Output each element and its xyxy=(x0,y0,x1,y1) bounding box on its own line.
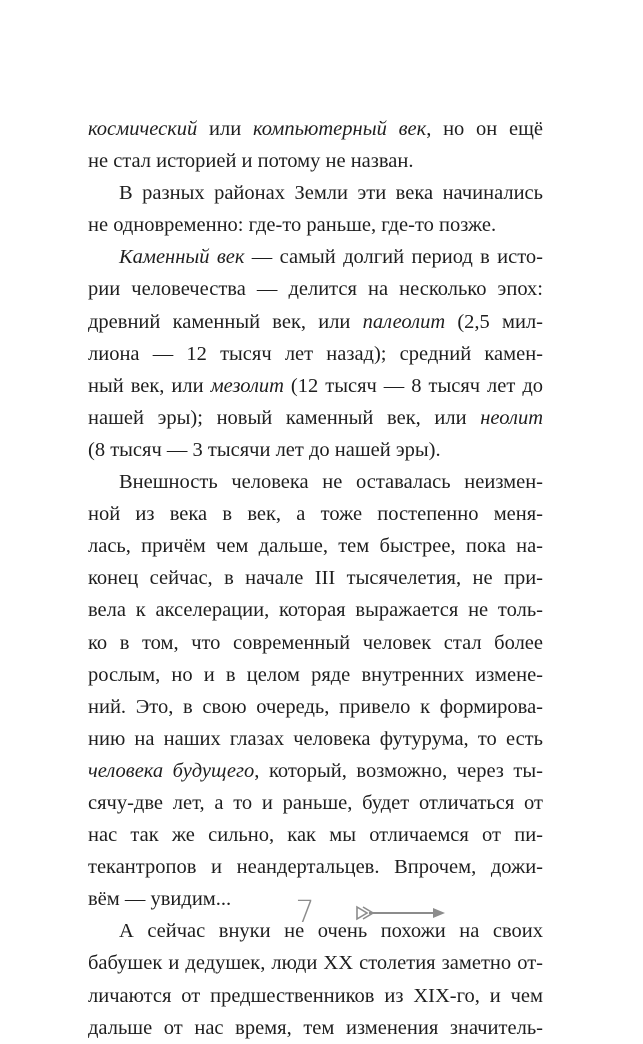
text-line xyxy=(88,177,543,209)
text-line xyxy=(88,562,543,594)
italic-term: человека будущего xyxy=(88,759,255,782)
text-run: (12 тысяч — 8 тысяч лет до xyxy=(283,374,543,397)
text-line xyxy=(88,819,543,851)
text-run: лиона — 12 тысяч лет назад); средний камен- xyxy=(88,342,543,365)
text-line xyxy=(88,113,543,145)
text-line xyxy=(88,787,543,819)
text-line xyxy=(88,209,543,241)
text-run: дальше от нас время, тем изменения значитель- xyxy=(88,1016,543,1039)
text-run: ной из века в век, а тоже постепенно меня- xyxy=(88,503,543,526)
arrow-ornament-icon xyxy=(355,902,447,924)
text-run: вём — увидим... xyxy=(88,888,232,911)
text-run: бабушек и дедушек, люди XX столетия заметно от- xyxy=(88,952,543,975)
text-line xyxy=(88,434,543,466)
text-run: ный век, или xyxy=(88,374,211,397)
text-run: нию на наших глазах человека футурума, то есть xyxy=(88,727,543,750)
text-line xyxy=(88,723,543,755)
page-number: 7 xyxy=(295,895,315,930)
text-run: текантропов и неандертальцев. Впрочем, дожи- xyxy=(88,856,543,879)
text-line xyxy=(88,306,543,338)
text-line xyxy=(88,273,543,305)
text-run: древний каменный век, или xyxy=(88,310,363,333)
text-line xyxy=(88,980,543,1012)
text-line xyxy=(88,466,543,498)
text-run: ний. Это, в свою очередь, привело к формирова- xyxy=(88,695,543,718)
italic-term: компьютерный век xyxy=(252,118,427,140)
page-footer xyxy=(0,895,643,935)
text-run: , который, возможно, через ты- xyxy=(254,759,543,782)
text-run: рослым, но и в целом ряде внутренних измене- xyxy=(88,663,543,686)
text-line xyxy=(88,530,543,562)
text-line xyxy=(88,370,543,402)
text-run: , но он ещё xyxy=(426,118,544,140)
text-run: конец сейчас, в начале III тысячелетия, не при- xyxy=(88,567,543,590)
text-run: (2,5 мил- xyxy=(445,310,544,333)
italic-term: мезолит xyxy=(210,374,284,397)
text-run: ко в том, что современный человек стал более xyxy=(88,631,543,654)
text-run: сячу-две лет, а то и раньше, будет отличаться от xyxy=(88,791,543,814)
text-line xyxy=(88,755,543,787)
text-run: не стал историей и потому не назван. xyxy=(88,150,414,173)
text-run: (8 тысяч — 3 тысячи лет до нашей эры). xyxy=(88,438,441,461)
text-run: нашей эры); новый каменный век, или xyxy=(88,406,481,429)
italic-term: неолит xyxy=(480,406,543,429)
text-run: или xyxy=(197,118,253,140)
text-line xyxy=(88,851,543,883)
text-line xyxy=(88,947,543,979)
italic-term: Каменный век xyxy=(119,246,245,269)
text-line xyxy=(88,1012,543,1044)
italic-term: палеолит xyxy=(362,310,446,333)
text-run: личаются от предшественников из XIX-го, и чем xyxy=(88,984,543,1007)
text-line xyxy=(88,241,543,273)
text-line xyxy=(88,627,543,659)
text-run: Внешность человека не оставалась неизмен- xyxy=(119,471,543,494)
text-run: лась, причём чем дальше, тем быстрее, пока на- xyxy=(88,535,543,558)
text-line xyxy=(88,338,543,370)
text-run: не одновременно: где-то раньше, где-то позже. xyxy=(88,214,497,237)
text-line xyxy=(88,691,543,723)
text-run: — самый долгий период в исто- xyxy=(244,246,543,269)
text-line xyxy=(88,145,543,177)
text-line xyxy=(88,659,543,691)
text-line xyxy=(88,498,543,530)
text-line xyxy=(88,402,543,434)
text-run: В разных районах Земли эти века начинались xyxy=(119,182,543,205)
text-run: рии человечества — делится на несколько эпох: xyxy=(88,278,543,301)
text-run: вела к акселерации, которая выражается не толь- xyxy=(88,599,543,622)
italic-term: космический xyxy=(88,118,198,140)
text-run: А сейчас внуки не очень похожи на своих xyxy=(119,920,543,943)
text-line xyxy=(88,594,543,626)
text-run: нас так же сильно, как мы отличаемся от пи- xyxy=(88,824,543,847)
